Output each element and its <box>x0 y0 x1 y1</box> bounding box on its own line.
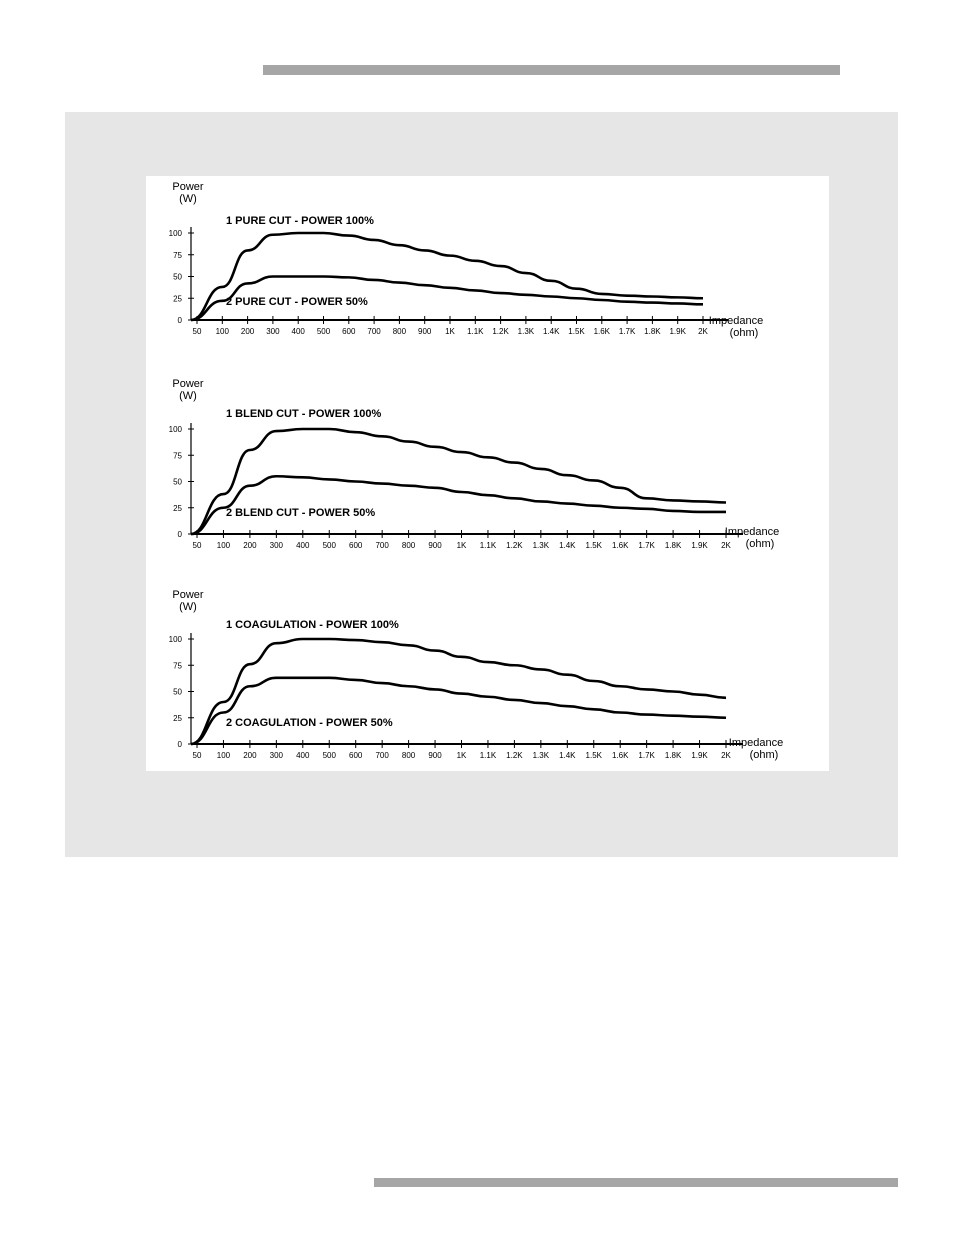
y-axis-label: Power <box>172 181 204 193</box>
y-tick-label: 75 <box>173 250 182 260</box>
x-tick-label: 1.4K <box>559 541 576 550</box>
footer-rule <box>374 1178 898 1187</box>
x-tick-label: 600 <box>349 541 363 550</box>
x-tick-label: 800 <box>392 327 407 336</box>
y-tick-label: 50 <box>173 477 182 487</box>
series-label-50: 2 PURE CUT - POWER 50% <box>226 296 368 308</box>
x-tick-label: 1K <box>456 751 467 760</box>
x-axis-label: Impedance <box>708 315 764 327</box>
x-tick-label: 100 <box>216 751 231 760</box>
x-tick-label: 600 <box>349 751 363 760</box>
x-tick-label: 600 <box>342 327 356 336</box>
x-tick-label: 1.6K <box>611 541 629 550</box>
x-tick-label: 700 <box>367 327 381 336</box>
x-tick-label: 1.2K <box>492 327 509 336</box>
x-tick-label: 1.1K <box>467 327 484 336</box>
x-tick-label: 1.7K <box>638 541 655 550</box>
y-tick-label: 0 <box>177 740 182 749</box>
y-tick-label: 50 <box>173 687 182 697</box>
header-rule <box>263 65 840 75</box>
x-tick-label: 1.1K <box>479 541 497 550</box>
y-tick-label: 75 <box>173 661 182 671</box>
y-axis-label: Power <box>172 378 204 390</box>
y-tick-label: 75 <box>173 451 182 461</box>
x-tick-label: 800 <box>401 541 416 550</box>
x-tick-label: 1.5K <box>585 751 602 760</box>
y-tick-label: 25 <box>173 503 182 513</box>
x-tick-label: 1.3K <box>532 541 550 550</box>
x-axis-unit: (ohm) <box>749 749 779 761</box>
x-tick-label: 1.2K <box>506 541 523 550</box>
x-tick-label: 50 <box>192 541 202 550</box>
x-tick-label: 500 <box>322 541 336 550</box>
x-tick-label: 100 <box>215 327 229 336</box>
x-tick-label: 2K <box>721 751 731 760</box>
x-tick-label: 1.9K <box>669 327 686 336</box>
x-tick-label: 1.7K <box>618 327 636 336</box>
y-tick-label: 0 <box>177 530 182 539</box>
x-tick-label: 1.4K <box>542 327 560 336</box>
x-tick-label: 1.3K <box>517 327 535 336</box>
x-axis-unit: (ohm) <box>745 538 775 550</box>
x-tick-label: 1.7K <box>638 751 655 760</box>
x-tick-label: 200 <box>243 541 257 550</box>
x-tick-label: 1.2K <box>506 751 523 760</box>
x-tick-label: 1.1K <box>479 751 497 760</box>
y-tick-label: 25 <box>173 294 182 304</box>
x-tick-label: 300 <box>269 751 284 760</box>
x-tick-label: 200 <box>243 751 257 760</box>
y-tick-label: 100 <box>168 229 182 238</box>
x-tick-label: 1.3K <box>532 751 550 760</box>
x-axis-label: Impedance <box>728 737 784 749</box>
y-axis-unit: (W) <box>179 193 197 205</box>
x-tick-label: 500 <box>322 751 336 760</box>
x-tick-label: 300 <box>269 541 284 550</box>
series-label-50: 2 COAGULATION - POWER 50% <box>226 717 393 729</box>
x-tick-label: 500 <box>316 327 331 336</box>
x-tick-label: 1.9K <box>691 541 708 550</box>
x-tick-label: 2K <box>721 541 731 550</box>
x-tick-label: 1.6K <box>593 327 611 336</box>
x-tick-label: 800 <box>401 751 416 760</box>
x-tick-label: 1.8K <box>644 327 661 336</box>
x-tick-label: 300 <box>266 327 280 336</box>
x-tick-label: 700 <box>375 751 389 760</box>
x-tick-label: 1.9K <box>691 751 708 760</box>
series-label-100: 1 PURE CUT - POWER 100% <box>226 215 374 227</box>
y-axis-unit: (W) <box>179 601 197 613</box>
y-axis-unit: (W) <box>179 390 197 402</box>
x-tick-label: 900 <box>418 327 432 336</box>
x-tick-label: 1K <box>445 327 455 336</box>
x-tick-label: 900 <box>428 751 442 760</box>
x-tick-label: 900 <box>428 541 442 550</box>
x-tick-label: 50 <box>192 327 202 336</box>
y-tick-label: 100 <box>168 635 182 644</box>
x-tick-label: 50 <box>192 751 202 760</box>
series-line-50 <box>191 476 726 534</box>
x-tick-label: 1.5K <box>585 541 602 550</box>
x-axis-label: Impedance <box>724 526 780 538</box>
x-tick-label: 1.4K <box>559 751 576 760</box>
x-tick-label: 1.5K <box>568 327 585 336</box>
x-tick-label: 1.8K <box>664 541 682 550</box>
y-tick-label: 0 <box>177 316 182 325</box>
x-axis-unit: (ohm) <box>729 327 759 339</box>
series-line-50 <box>191 678 726 744</box>
x-tick-label: 200 <box>240 327 255 336</box>
power-impedance-charts <box>146 176 829 771</box>
x-tick-label: 1.6K <box>611 751 629 760</box>
x-tick-label: 1.8K <box>664 751 682 760</box>
series-label-100: 1 BLEND CUT - POWER 100% <box>226 408 382 420</box>
x-tick-label: 100 <box>216 541 231 550</box>
x-tick-label: 1K <box>456 541 467 550</box>
x-tick-label: 700 <box>375 541 389 550</box>
y-tick-label: 25 <box>173 713 182 723</box>
x-tick-label: 400 <box>296 751 310 760</box>
x-tick-label: 2K <box>698 327 708 336</box>
chart-area <box>146 176 829 771</box>
y-tick-label: 50 <box>173 272 182 282</box>
x-tick-label: 400 <box>291 327 305 336</box>
y-tick-label: 100 <box>168 425 182 434</box>
x-tick-label: 400 <box>296 541 310 550</box>
y-axis-label: Power <box>172 589 204 601</box>
series-label-50: 2 BLEND CUT - POWER 50% <box>226 507 376 519</box>
series-label-100: 1 COAGULATION - POWER 100% <box>226 619 399 631</box>
